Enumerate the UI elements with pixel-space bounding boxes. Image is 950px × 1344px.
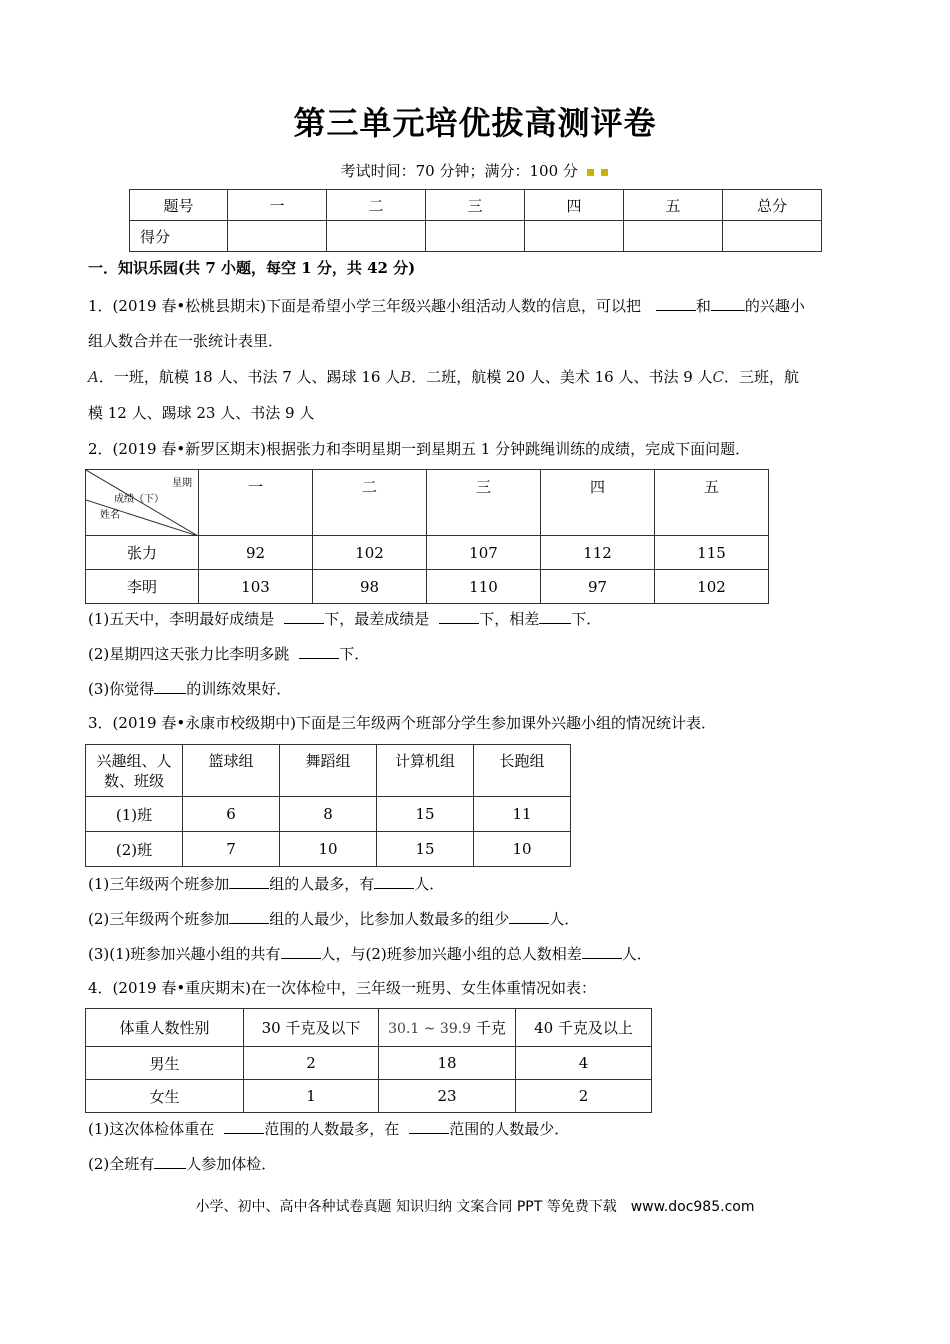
q1-option-c-letter: C	[712, 368, 725, 386]
q2-cell: 103	[199, 570, 313, 604]
q2-cell: 112	[541, 536, 655, 570]
q2-row-name: 张力	[86, 536, 199, 570]
q4-sub1-c: 范围的人数最少．	[449, 1120, 570, 1138]
score-cell	[723, 221, 822, 252]
q2-blank-diff[interactable]	[539, 608, 571, 624]
q4-stem: 4．(2019 春•重庆期末)在一次体检中，三年级一班男、女生体重情况如表：	[88, 979, 597, 997]
q3-cell: 6	[183, 797, 280, 832]
q3-group-header: 长跑组	[474, 745, 571, 797]
score-row-label: 得分	[130, 221, 228, 252]
q4-sub1-b: 范围的人数最多，在	[264, 1120, 400, 1138]
q2-row-name: 李明	[86, 570, 199, 604]
q4-sub2-b: 人参加体检．	[186, 1155, 277, 1173]
score-header: 四	[525, 190, 624, 221]
q3-cell: 10	[280, 832, 377, 867]
q1-line2: 组人数合并在一张统计表里．	[88, 332, 284, 350]
q2-day-header: 三	[427, 470, 541, 536]
q3-corner-header	[86, 745, 183, 797]
score-cell	[327, 221, 426, 252]
q3-cell: 7	[183, 832, 280, 867]
dot-marks: ▪ ▪	[585, 164, 610, 180]
q4-range-header: 30 千克及以下	[244, 1009, 379, 1047]
q2-sub1-c: 下，相差	[479, 610, 540, 628]
score-header: 五	[624, 190, 723, 221]
q2-diagonal-header	[86, 470, 199, 536]
q2-sub3	[88, 678, 291, 699]
q4-blank-total[interactable]	[154, 1153, 186, 1169]
q3-sub1-c: 人．	[414, 875, 445, 893]
q2-blank-more[interactable]	[299, 643, 339, 659]
section-heading: 一．知识乐园(共 7 小题，每空 1 分，共 42 分)	[88, 259, 416, 277]
score-header: 二	[327, 190, 426, 221]
q3-blank-most-group[interactable]	[229, 873, 269, 889]
exam-info-text: 考试时间：70 分钟；满分：100 分	[340, 162, 578, 180]
page-title: 第三单元培优拔高测评卷	[293, 104, 657, 142]
q1-blank-1[interactable]	[656, 295, 696, 311]
q2-day-header: 五	[655, 470, 769, 536]
q4-sub2-a: (2)全班有	[88, 1155, 155, 1173]
q4-row-name: 男生	[86, 1047, 244, 1080]
q2-table	[85, 469, 769, 604]
q4-blank-least[interactable]	[409, 1118, 449, 1134]
score-header: 总分	[723, 190, 822, 221]
q4-corner-header: 体重人数性别	[86, 1009, 244, 1047]
q4-cell: 2	[516, 1080, 652, 1113]
q1-line4: 模 12 人、踢球 23 人、书法 9 人	[88, 404, 315, 422]
table-row	[86, 536, 769, 570]
q2-day-header: 二	[313, 470, 427, 536]
q4-cell: 1	[244, 1080, 379, 1113]
q1-blank-2[interactable]	[711, 295, 745, 311]
footer-text: 小学、初中、高中各种试卷真题 知识归纳 文案合同 PPT 等免费下载 www.doc985.com	[195, 1199, 755, 1215]
diag-mid-label: 成绩（下）	[114, 494, 164, 505]
q3-cell: 8	[280, 797, 377, 832]
q3-sub2-c: 人．	[549, 910, 580, 928]
q4-range-value: 30.1 ~ 39.9	[388, 1021, 472, 1037]
score-table	[129, 189, 822, 252]
q4-range-header: 40 千克及以上	[516, 1009, 652, 1047]
table-row	[86, 797, 571, 832]
q2-cell: 115	[655, 536, 769, 570]
q2-cell: 98	[313, 570, 427, 604]
q2-cell: 102	[655, 570, 769, 604]
q1-option-a: ．一班，航模 18 人、书法 7 人、踢球 16 人	[98, 368, 401, 386]
q3-sub3-c: 人．	[621, 945, 652, 963]
q3-sub3-b: 人，与(2)班参加兴趣小组的总人数相差	[320, 945, 582, 963]
table-row	[86, 570, 769, 604]
q3-corner-line1: 兴趣组、人	[96, 751, 172, 770]
q2-stem: 2．(2019 春•新罗区期末)根据张力和李明星期一到星期五 1 分钟跳绳训练的成绩，完成下面问题．	[88, 440, 751, 458]
q3-cell: 15	[377, 797, 474, 832]
q2-sub1	[88, 608, 601, 629]
score-cell	[525, 221, 624, 252]
q4-sub1-a: (1)这次体检体重在	[88, 1120, 215, 1138]
q1-and: 和	[695, 297, 711, 315]
diag-bottom-label: 姓名	[100, 510, 120, 521]
q2-blank-best[interactable]	[284, 608, 324, 624]
q3-sub2-a: (2)三年级两个班参加	[88, 910, 230, 928]
q4-cell: 23	[379, 1080, 516, 1113]
q4-row-name: 女生	[86, 1080, 244, 1113]
q2-blank-better[interactable]	[154, 678, 186, 694]
q3-group-header: 舞蹈组	[280, 745, 377, 797]
q3-sub1-a: (1)三年级两个班参加	[88, 875, 230, 893]
q2-day-header: 四	[541, 470, 655, 536]
q1-option-b-letter: B	[400, 368, 412, 386]
q4-sub1	[88, 1118, 569, 1139]
q3-cell: 10	[474, 832, 571, 867]
q3-table	[85, 744, 571, 867]
q3-sub3	[88, 943, 652, 964]
q2-day-header: 一	[199, 470, 313, 536]
q2-cell: 102	[313, 536, 427, 570]
diag-top-label: 星期	[172, 478, 192, 489]
q4-cell: 2	[244, 1047, 379, 1080]
q2-sub3-b: 的训练效果好．	[186, 680, 292, 698]
q3-sub1	[88, 873, 444, 894]
q3-sub2	[88, 908, 579, 929]
score-header: 三	[426, 190, 525, 221]
q1-options	[88, 367, 799, 387]
q3-row-name: (2)班	[86, 832, 183, 867]
q3-sub3-a: (3)(1)班参加兴趣小组的共有	[88, 945, 281, 963]
q4-range-unit: 千克	[475, 1019, 506, 1037]
q2-sub1-b: 下，最差成绩是	[324, 610, 430, 628]
q3-cell: 15	[377, 832, 474, 867]
q2-cell: 97	[541, 570, 655, 604]
q2-sub2-a: (2)星期四这天张力比李明多跳	[88, 645, 290, 663]
table-row	[86, 1047, 652, 1080]
table-row	[86, 832, 571, 867]
q3-blank-least-diff[interactable]	[509, 908, 549, 924]
q1-option-a-letter: A	[88, 368, 99, 386]
q3-group-header: 篮球组	[183, 745, 280, 797]
score-cell	[624, 221, 723, 252]
q1-line1	[88, 295, 805, 316]
q3-row-name: (1)班	[86, 797, 183, 832]
q2-sub3-a: (3)你觉得	[88, 680, 155, 698]
q3-blank-total[interactable]	[281, 943, 321, 959]
q2-blank-worst[interactable]	[439, 608, 479, 624]
q2-cell: 92	[199, 536, 313, 570]
q4-range-header	[379, 1009, 516, 1047]
q4-cell: 4	[516, 1047, 652, 1080]
table-row	[86, 1080, 652, 1113]
q2-cell: 110	[427, 570, 541, 604]
q2-sub2	[88, 643, 369, 664]
q4-table	[85, 1008, 652, 1113]
q3-corner-line2: 数、班级	[103, 771, 164, 790]
q3-stem: 3．(2019 春•永康市校级期中)下面是三年级两个班部分学生参加课外兴趣小组的情况统计表．	[88, 714, 717, 732]
q1-option-b: ．二班，航模 20 人、美术 16 人、书法 9 人	[411, 368, 713, 386]
q2-sub2-b: 下．	[339, 645, 370, 663]
q1-option-c: ．三班，航	[724, 368, 800, 386]
score-header: 一	[228, 190, 327, 221]
score-cell	[228, 221, 327, 252]
q3-group-header: 计算机组	[377, 745, 474, 797]
score-cell	[426, 221, 525, 252]
q4-sub2	[88, 1153, 276, 1174]
q3-sub2-b: 组的人最少，比参加人数最多的组少	[269, 910, 510, 928]
q4-blank-most[interactable]	[224, 1118, 264, 1134]
q3-sub1-b: 组的人最多，有	[269, 875, 375, 893]
score-header: 题号	[130, 190, 228, 221]
q3-blank-most-count[interactable]	[374, 873, 414, 889]
q3-cell: 11	[474, 797, 571, 832]
q1-stem: 1．(2019 春•松桃县期末)下面是希望小学三年级兴趣小组活动人数的信息，可以把	[88, 297, 642, 315]
q2-sub1-d: 下．	[571, 610, 602, 628]
q1-stem-tail: 的兴趣小	[744, 297, 805, 315]
exam-info	[0, 160, 950, 181]
q2-sub1-a: (1)五天中，李明最好成绩是	[88, 610, 275, 628]
q2-cell: 107	[427, 536, 541, 570]
q3-blank-least-group[interactable]	[229, 908, 269, 924]
q3-blank-total-diff[interactable]	[582, 943, 622, 959]
q4-cell: 18	[379, 1047, 516, 1080]
